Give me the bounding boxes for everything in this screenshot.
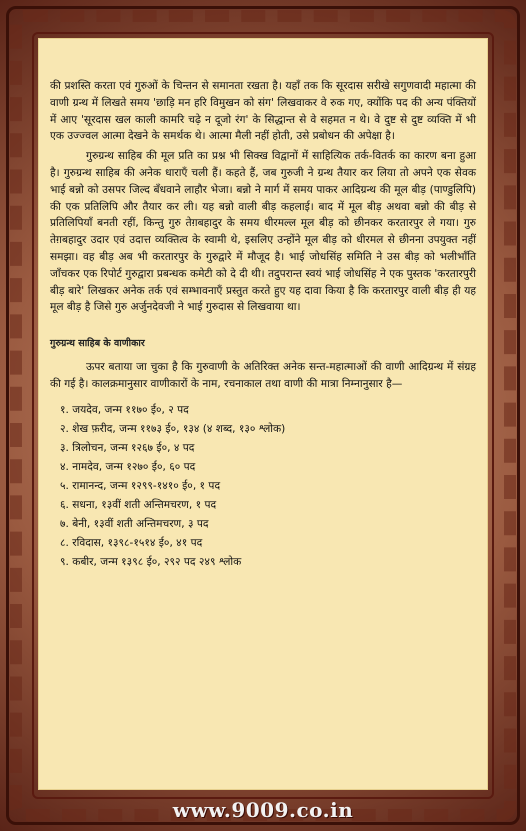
section-heading: गुरुग्रन्थ साहिब के वाणीकार bbox=[50, 338, 145, 350]
list-item: २. शेख फ़रीद, जन्म ११७३ ई०, १३४ (४ शब्द, १३० श्लोक) bbox=[60, 422, 286, 435]
list-item: ८. रविदास, १३९८-१५१४ ई०, ४१ पद bbox=[60, 536, 203, 549]
list-item: ७. बेनी, १३वीं शती अन्तिमचरण, ३ पद bbox=[60, 517, 209, 530]
list-item: १. जयदेव, जन्म ११७० ई०, २ पद bbox=[60, 403, 189, 416]
poet-list bbox=[50, 401, 476, 572]
list-item: ४. नामदेव, जन्म १२७० ई०, ६० पद bbox=[60, 460, 196, 473]
list-item: ५. रामानन्द, जन्म १२९९-१४१० ई०, १ पद bbox=[60, 479, 221, 492]
website-url: www.9009.co.in bbox=[172, 798, 354, 822]
list-item: ६. सधना, १३वीं शती अन्तिमचरण, १ पद bbox=[60, 498, 217, 511]
page-content bbox=[50, 78, 476, 572]
section-intro: ऊपर बताया जा चुका है कि गुरुवाणी के अतिरिक्त अनेक सन्त-महात्माओं की वाणी आदिग्रन्थ में संग्रह की गई है। कालक्रमानुसार वाणीकारों के नाम, रचनाकाल तथा वाणी की मात्रा निम्नानुसार है— bbox=[50, 360, 476, 390]
body-paragraph: गुरुग्रन्थ साहिब की मूल प्रति का प्रश्न भी सिक्ख विद्वानों में साहित्यिक तर्क-वितर्क का कारण बना हुआ है। गुरुग्रन्थ साहिब की अनेक धाराएँ चली हैं। कहते हैं, जब गुरुजी ने ग्रन्थ तैयार कर लिया तो अपने एक सेवक भाई बन्नो को उसपर जिल्द बँधवाने लाहौर भेजा। बन्नो ने मार्ग में समय पाकर आदिग्रन्थ की मूल बीड़ (पाण्डुलिपि) की एक प्रतिलिपि और तैयार कर ली। यह बन्नो वाली बीड़ कहलाई। बाद में मूल बीड़ अथवा बन्नो की बीड़ से प्रतिलिपियाँ बनती रहीं, किन्तु गुरु तेग़बहादुर के समय धीरमल्ल मूल बीड़ को छीनकर करतारपुर ले गया। गुरु तेग़बहादुर उदार एवं उदात्त व्यक्तित्व के स्वामी थे, इसलिए उन्होंने मूल बीड़ को धीरमल से छीनना उपयुक्त नहीं समझा। वह बीड़ अब भी करतारपुर के गुरुद्वारे में मौजूद है। भाई जोधसिंह समिति ने उस बीड़ को भलीभाँति जाँचकर एक रिपोर्ट गुरुद्वारा प्रबन्धक कमेटी को दे दी थी। तदुपरान्त स्वयं भाई जोधसिंह ने एक पुस्तक 'करतारपुरी बीड़ बारे' लिखकर अनेक तर्क एवं सम्भावनाएँ प्रस्तुत करते हुए यह दावा किया है कि करतारपुर वाली बीड़ ही यह मूल बीड़ है जिसे गुरु अर्जुनदेवजी ने भाई गुरुदास से लिखवाया था। bbox=[50, 150, 476, 314]
page bbox=[38, 38, 488, 790]
list-item: ९. कबीर, जन्म १३९८ ई०, २९२ पद २४९ श्लोक bbox=[60, 555, 242, 568]
body-paragraph: की प्रशस्ति करता एवं गुरुओं के चिन्तन से समानता रखता है। यहाँ तक कि सूरदास सरीखे सगुणवादी महात्मा की वाणी ग्रन्थ में लिखते समय 'छाड़ि मन हरि विमुखन को संग' लिखवाकर वे रुक गए, क्योंकि पद की अन्य पंक्तियों में आए 'सूरदास खल काली कामरि चढ़े न दूजो रंग' के सिद्धान्त से वे सहमत न थे। वे दुष्ट से दुष्ट व्यक्ति में भी एक उज्ज्वल आत्मा देखने के समर्थक थे। आत्मा मैली नहीं होती, उसे प्रबोधन की अपेक्षा है। bbox=[50, 80, 476, 143]
list-item: ३. त्रिलोचन, जन्म १२६७ ई०, ४ पद bbox=[60, 441, 195, 454]
